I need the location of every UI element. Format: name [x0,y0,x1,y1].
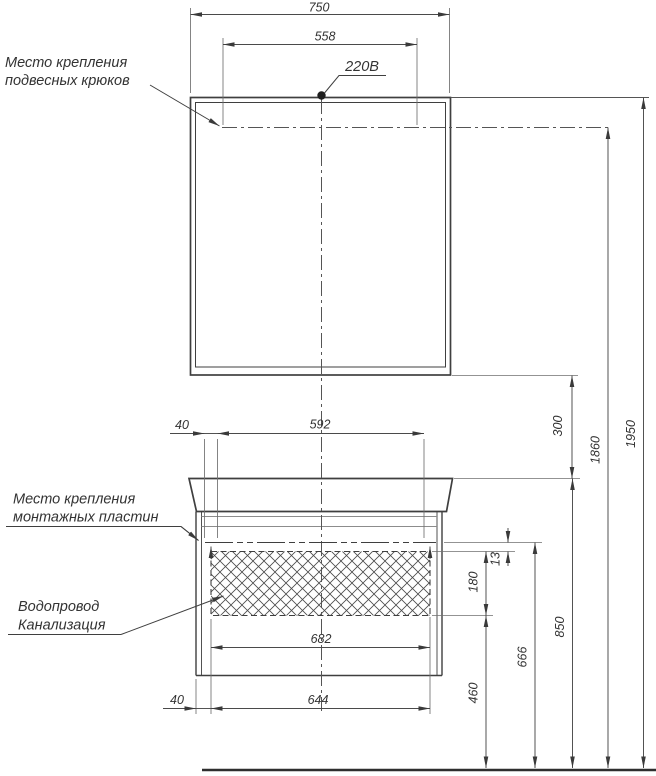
hook-mount-label-line2: подвесных крюков [5,73,130,89]
dim-text-13: 13 [488,552,503,566]
plate-mount-label-line1: Место крепления [13,491,136,508]
annotation-labels [5,55,379,634]
dim-text-1950: 1950 [624,420,638,448]
dim-text-644: 644 [307,693,329,707]
dim-text-558: 558 [314,29,336,44]
hook-mount-leader [150,85,220,126]
plate-mount-leader-line [6,527,199,541]
dim-text-300: 300 [551,415,565,437]
dim-text-850: 850 [553,616,567,638]
utilities-label-line2: Канализация [18,617,106,634]
dim-text-750: 750 [308,0,330,15]
washbasin-outline [189,479,453,512]
power-leader [325,76,387,94]
dim-text-180: 180 [466,571,481,593]
mirror-cabinet-outline [191,98,650,376]
dim-text-1860: 1860 [588,436,603,464]
power-label: 220В [345,59,379,75]
dim-text-40-top: 40 [175,418,189,432]
centerlines [205,91,612,711]
dim-text-592: 592 [309,417,331,432]
utilities-label-line1: Водопровод [18,599,100,615]
dim-text-666: 666 [515,646,530,668]
dim-text-460: 460 [466,682,481,704]
utility-zone-hatch [211,552,430,616]
plate-mount-label-line2: монтажных пластин [13,509,159,526]
dim-text-40-bottom: 40 [170,693,184,707]
dim-text-682: 682 [310,632,332,646]
hook-mount-label-line1: Место крепления [5,55,128,71]
